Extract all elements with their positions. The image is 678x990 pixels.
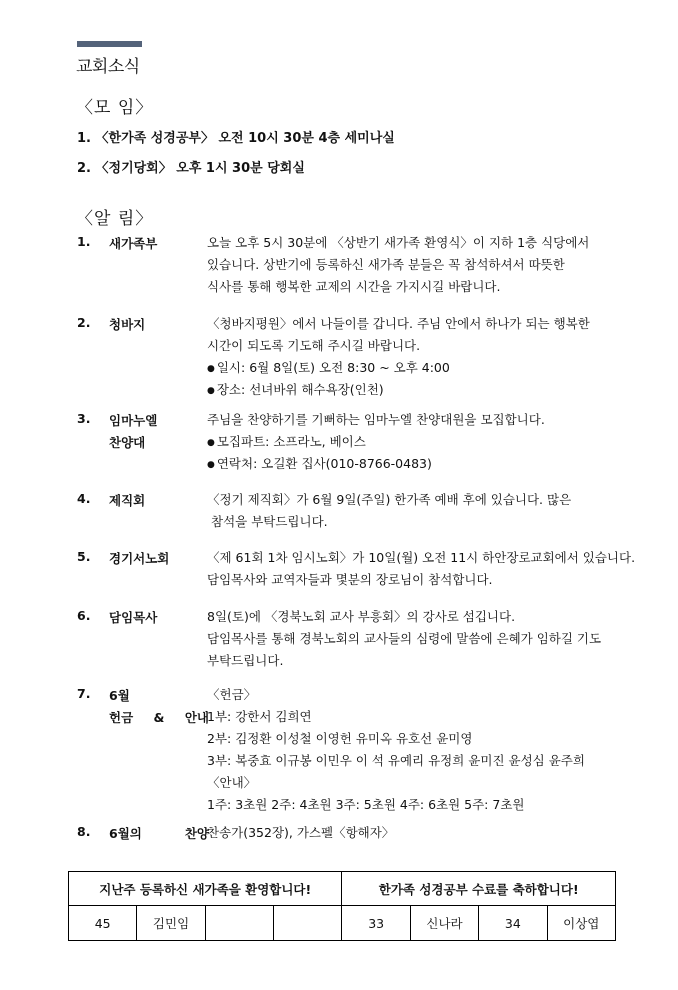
notice-body [207, 315, 627, 403]
notice-number: 4. [77, 491, 91, 506]
table-cell: 김민임 [137, 906, 205, 941]
notice-number: 7. [77, 686, 91, 701]
notice-line: 8일(토)에 〈경북노회 교사 부흥회〉의 강사로 섬깁니다. [207, 609, 516, 624]
notice-line: 1부: 강한서 김희연 [207, 709, 312, 724]
notice-body [207, 824, 627, 846]
table-cell [205, 906, 273, 941]
table-row [69, 906, 616, 941]
notice-line: 참석을 부탁드립니다. [211, 514, 328, 529]
notice-line: 3부: 복중효 이규봉 이민우 이 석 유예리 유정희 윤미진 윤성심 윤주희 [207, 753, 585, 768]
notice-line: 부탁드립니다. [207, 653, 284, 668]
notice-label: 6월 [109, 688, 130, 703]
notice-number: 5. [77, 549, 91, 564]
notice-line: 주님을 찬양하기를 기뻐하는 임마누엘 찬양대원을 모집합니다. [207, 412, 545, 427]
notice-body [207, 686, 627, 818]
welcome-header: 지난주 등록하신 새가족을 환영합니다! [69, 872, 342, 906]
notice-line: 있습니다. 상반기에 등록하신 새가족 분들은 꼭 참석하셔서 따뜻한 [207, 257, 565, 272]
page-title: 교회소식 [76, 57, 140, 77]
notice-number: 8. [77, 824, 91, 839]
notice-body [207, 411, 627, 477]
notice-label: 경기서노회 [109, 551, 170, 566]
table-cell [274, 906, 342, 941]
registration-table [68, 871, 616, 941]
notice-label-line2: 헌금 & 안내 [109, 710, 209, 725]
title-accent-bar [77, 41, 142, 47]
notice-line: 찬송가(352장), 가스펠〈항해자〉 [207, 825, 395, 840]
notice-body [207, 549, 636, 593]
notice-line: 식사를 통해 행복한 교제의 시간을 가지시길 바랍니다. [207, 279, 501, 294]
notice-bullet-place: ● 장소: 선녀바위 해수욕장(인천) [207, 381, 627, 403]
notice-number: 2. [77, 315, 91, 330]
table-header-row [69, 872, 616, 906]
notice-bullet-date: ● 일시: 6월 8일(토) 오전 8:30 ~ 오후 4:00 [207, 359, 627, 381]
notice-label: 새가족부 [109, 236, 158, 251]
notice-line: 〈헌금〉 [207, 687, 257, 702]
table-cell: 신나라 [410, 906, 478, 941]
notice-bullet-parts: ● 모집파트: 소프라노, 베이스 [207, 433, 627, 455]
table-cell: 이상엽 [547, 906, 615, 941]
notice-bullet-contact: ● 연락처: 오길환 집사(010-8766-0483) [207, 455, 627, 477]
notice-number: 3. [77, 411, 91, 426]
table-cell: 33 [342, 906, 410, 941]
notice-label: 담임목사 [109, 610, 158, 625]
notice-label: 6월의 찬양 [109, 826, 209, 841]
notice-label: 임마누엘 [109, 413, 158, 428]
section-notices-heading: 〈알 림〉 [76, 209, 154, 229]
notice-line: 〈제 61회 1차 임시노회〉가 10일(월) 오전 11시 하안장로교회에서 있습니다. [207, 550, 636, 565]
notice-line: 〈청바지평원〉에서 나들이를 갑니다. 주님 안에서 하나가 되는 행복한 [207, 316, 590, 331]
notice-body [207, 491, 627, 535]
notice-body [207, 234, 627, 300]
notice-body [207, 608, 627, 674]
notice-label-line2: 찬양대 [109, 435, 146, 450]
notice-line: 담임목사와 교역자들과 몇분의 장로님이 참석합니다. [207, 572, 493, 587]
notice-line: 오늘 오후 5시 30분에 〈상반기 새가족 환영식〉이 지하 1층 식당에서 [207, 235, 590, 250]
notice-number: 6. [77, 608, 91, 623]
notice-label: 제직회 [109, 493, 146, 508]
notice-line: 2부: 김정환 이성철 이영헌 유미옥 유호선 윤미영 [207, 731, 473, 746]
meeting-item-2: 2. 〈정기당회〉 오후 1시 30분 당회실 [77, 161, 305, 176]
table-cell: 45 [69, 906, 137, 941]
meeting-item-1: 1. 〈한가족 성경공부〉 오전 10시 30분 4층 세미나실 [77, 131, 395, 146]
notice-line: 시간이 되도록 기도해 주시길 바랍니다. [207, 338, 421, 353]
notice-number: 1. [77, 234, 91, 249]
notice-line: 〈정기 제직회〉가 6월 9일(주일) 한가족 예배 후에 있습니다. 많은 [207, 492, 572, 507]
table-cell: 34 [479, 906, 547, 941]
notice-line: 1주: 3초원 2주: 4초원 3주: 5초원 4주: 6초원 5주: 7초원 [207, 797, 525, 812]
notice-line: 담임목사를 통해 경북노회의 교사들의 심령에 말씀에 은혜가 임하길 기도 [207, 631, 602, 646]
notice-label: 청바지 [109, 317, 146, 332]
notice-line: 〈안내〉 [207, 775, 257, 790]
congrats-header: 한가족 성경공부 수료를 축하합니다! [342, 872, 616, 906]
section-meetings-heading: 〈모 임〉 [76, 98, 154, 118]
